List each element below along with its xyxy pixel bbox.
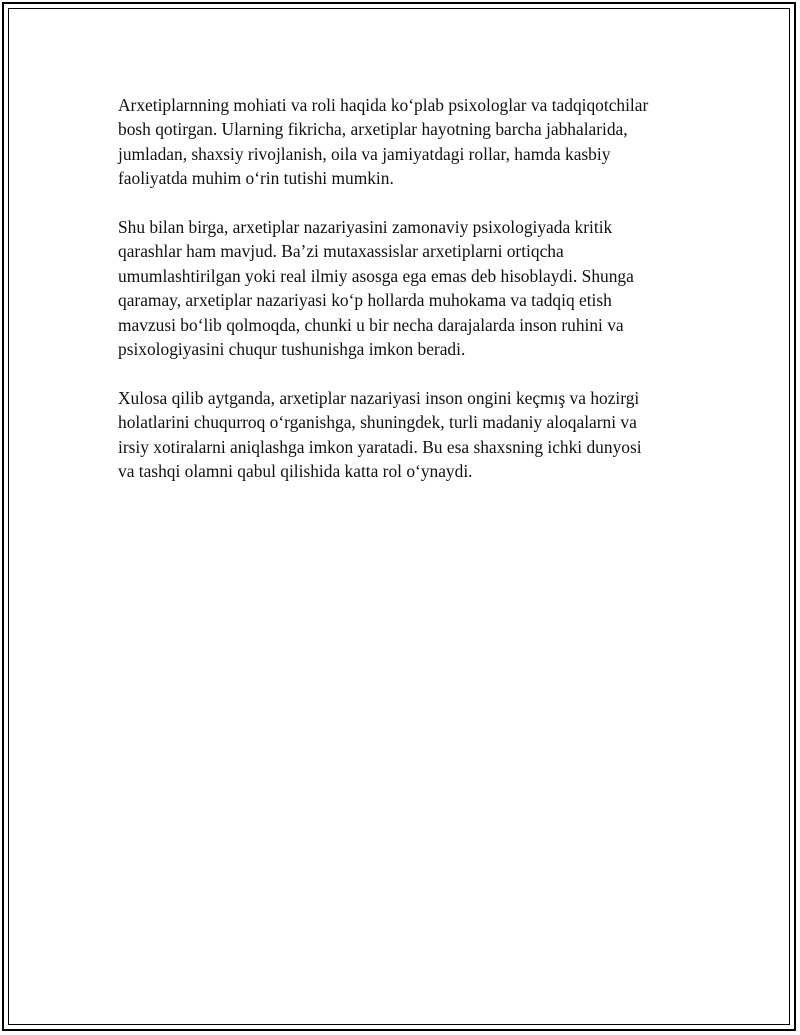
paragraph-line: Xulosa qilib aytganda, arxetiplar nazariyasi inson ongini keçmış va hozirgi <box>118 387 640 408</box>
paragraph-2 <box>118 215 698 361</box>
paragraph-line: jumladan, shaxsiy rivojlanish, oila va jamiyatdagi rollar, hamda kasbiy <box>118 143 611 164</box>
document-body <box>118 93 698 508</box>
paragraph-line: psixologiyasini chuqur tushunishga imkon beradi. <box>118 339 466 360</box>
paragraph-line: va tashqi olamni qabul qilishida katta rol oʻynaydi. <box>118 461 473 482</box>
paragraph-line: holatlarini chuqurroq oʻrganishga, shuningdek, turli madaniy aloqalarni va <box>118 412 637 433</box>
paragraph-line: bosh qotirgan. Ularning fikricha, arxetiplar hayotning barcha jabhalarida, <box>118 119 628 140</box>
paragraph-line: irsiy xotiralarni aniqlashga imkon yaratadi. Bu esa shaxsning ichki dunyosi <box>118 436 642 457</box>
paragraph-line: Arxetiplarnning mohiati va roli haqida koʻplab psixologlar va tadqiqotchilar <box>118 95 649 115</box>
paragraph-3 <box>118 386 698 484</box>
paragraph-line: umumlashtirilgan yoki real ilmiy asosga ega emas deb hisoblaydi. Shunga <box>118 265 634 286</box>
paragraph-line: qaramay, arxetiplar nazariyasi koʻp hollarda muhokama va tadqiq etish <box>118 290 612 311</box>
paragraph-line: faoliyatda muhim oʻrin tutishi mumkin. <box>118 168 394 189</box>
paragraph-line: mavzusi boʻlib qolmoqda, chunki u bir necha darajalarda inson ruhini va <box>118 314 624 335</box>
paragraph-1 <box>118 93 698 191</box>
paragraph-line: qarashlar ham mavjud. Baʼzi mutaxassislar arxetiplarni ortiqcha <box>118 241 564 262</box>
paragraph-line: Shu bilan birga, arxetiplar nazariyasini zamonaviy psixologiyada kritik <box>118 217 613 238</box>
